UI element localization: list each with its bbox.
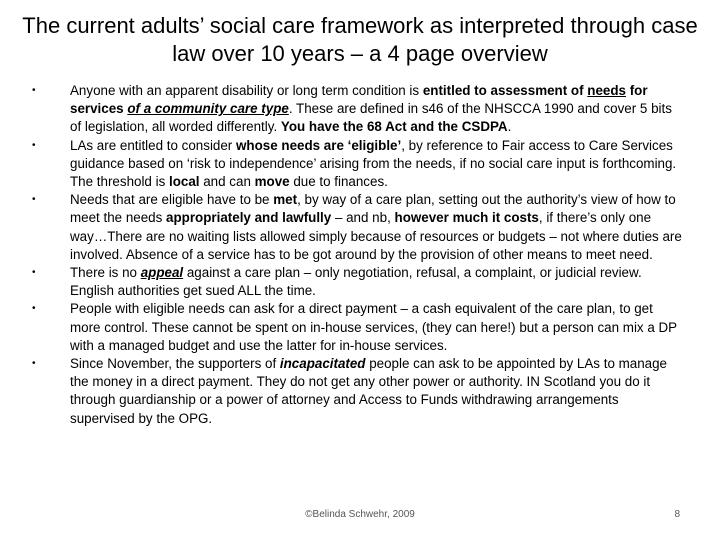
bullet-marker: • <box>32 194 36 206</box>
text-run: appeal <box>140 265 184 281</box>
text-run: , if there’s only one way…There are no waiting lists allowed simply because of resources or budgets – not where duties are involved. Absence of a service has to be got around by the provision of other means to meet need. <box>70 210 682 262</box>
text-run: You have the 68 Act and the CSDPA <box>280 119 508 135</box>
bullet-item <box>32 355 682 428</box>
bullet-item <box>32 137 682 192</box>
bullet-text <box>70 301 677 352</box>
bullet-text <box>70 192 682 262</box>
text-run: of a community care type <box>127 101 289 117</box>
text-run: Anyone with an apparent disability or long term condition is <box>70 83 423 98</box>
text-run: against a care plan – only negotiation, refusal, a complaint, or judicial review. English authorities get sued ALL the time. <box>70 265 642 299</box>
text-run: however much it costs <box>394 210 539 226</box>
text-run: . These are defined in s46 of the NHSCCA 1990 and cover 5 bits of legislation, all worded differently. <box>70 101 672 135</box>
text-run: , by reference to Fair access to Care Services guidance based on ‘risk to independence’ arising from the needs, if no social care input is forthcoming. The threshold is <box>70 137 677 190</box>
text-run: Needs that are eligible have to be <box>70 192 274 208</box>
text-run: whose needs are ‘eligible’ <box>236 137 402 153</box>
bullet-marker: • <box>32 303 36 315</box>
text-run: for services <box>70 83 648 117</box>
footer-copyright: ©Belinda Schwehr, 2009 <box>305 509 415 520</box>
bullet-text <box>70 265 642 298</box>
text-run: , by way of a care plan, setting out the authority’s view of how to meet the needs <box>70 192 676 226</box>
bullet-item <box>32 191 682 264</box>
bullet-marker: • <box>32 267 36 279</box>
bullet-item <box>32 82 682 137</box>
text-run: LAs are entitled to consider <box>70 137 236 153</box>
text-run: . <box>507 119 512 135</box>
text-run: local <box>169 174 200 190</box>
text-run: appropriately and lawfully <box>166 210 332 226</box>
text-run: – and nb, <box>331 210 395 226</box>
page-number: 8 <box>674 509 680 520</box>
text-run: and can <box>199 174 255 190</box>
bullet-text <box>70 83 672 134</box>
bullet-item <box>32 300 682 355</box>
bullet-marker: • <box>32 85 36 96</box>
bullet-text <box>70 356 667 426</box>
bullet-item <box>32 264 682 300</box>
text-run: met <box>273 192 298 208</box>
text-run: move <box>254 174 290 190</box>
bullet-list <box>32 82 682 428</box>
bullet-marker: • <box>32 358 36 370</box>
bullet-text <box>70 138 676 189</box>
text-run: There is no <box>70 265 141 281</box>
text-run: due to finances. <box>289 174 388 190</box>
text-run: Since November, the supporters of <box>70 356 280 372</box>
slide-title: The current adults’ social care framework as interpreted through case law over 10 years – a 4 page overview <box>22 13 698 66</box>
text-run: incapacitated <box>279 356 366 372</box>
bullet-marker: • <box>32 139 36 151</box>
text-run: needs <box>587 83 626 98</box>
text-run: people can ask to be appointed by LAs to manage the money in a direct payment. They do not get any other power or authority. IN Scotland you do it through guardianship or a power of attorney and Access to Funds withdrawing arrangements supervised by the OPG. <box>70 356 668 426</box>
text-run: People with eligible needs can ask for a direct payment – a cash equivalent of the care plan, to get more control. These cannot be spent on in-house services, (they can here!) but a person can mix a DP with a managed budget and use the latter for in-house services. <box>70 301 677 353</box>
text-run: entitled to assessment of <box>422 83 588 98</box>
